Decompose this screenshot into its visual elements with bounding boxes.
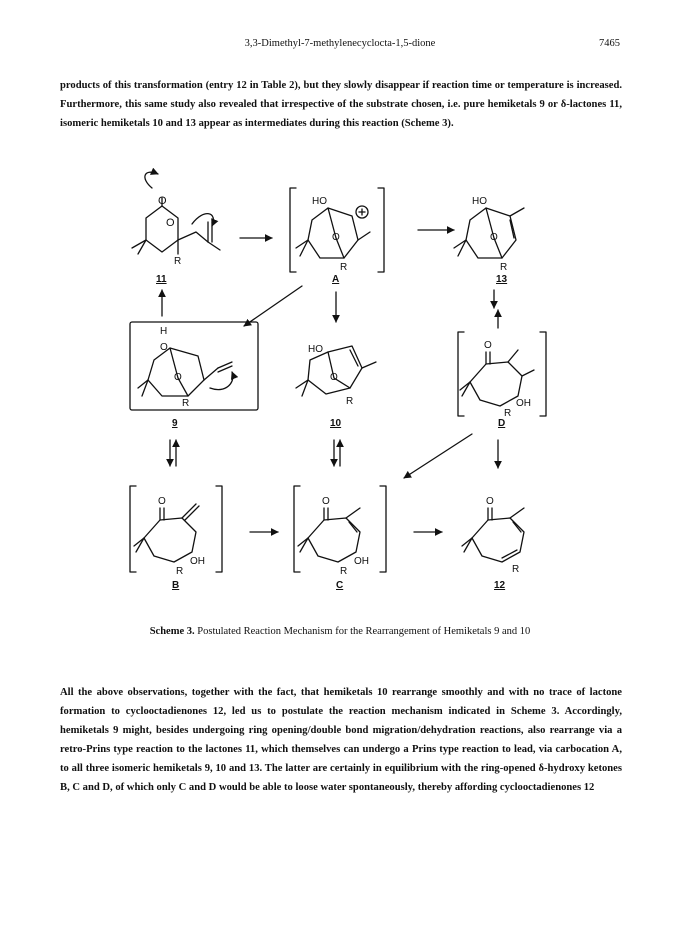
running-title: 3,3-Dimethyl-7-methylenecyclocta-1,5-dione — [244, 38, 436, 49]
atom-r-a: R — [340, 262, 348, 273]
label-12: 12 — [494, 580, 506, 591]
atom-ring-o-9: O — [174, 372, 182, 383]
atom-r-c: R — [340, 566, 348, 577]
atom-r-9: R — [182, 398, 190, 409]
atom-o-b: O — [158, 496, 166, 507]
compound-12-structure — [462, 508, 524, 562]
paragraph-1: products of this transformation (entry 12 in Table 2), but they slowly disappear if reaction time or temperature is increased. Furthermore, this same study also revealed that irrespective of the substrate chosen, i.e. pure hemiketals 9 or δ-lactones 11, isomeric hemiketals 10 and 13 appear as intermediates during this reaction (Scheme 3). — [60, 80, 622, 129]
atom-o-9: O — [160, 342, 168, 353]
atom-h-9: H — [160, 326, 168, 337]
atom-r-b: R — [176, 566, 184, 577]
reaction-scheme — [100, 168, 570, 608]
label-11: 11 — [156, 274, 167, 285]
atom-o-12: O — [486, 496, 494, 507]
atom-r-d: R — [504, 408, 512, 419]
scheme-caption — [0, 626, 680, 637]
label-d: D — [498, 418, 506, 429]
intermediate-a-structure — [290, 188, 384, 272]
atom-ring-o-11: O — [166, 217, 175, 229]
intermediate-c-structure — [294, 486, 386, 572]
page-header — [0, 38, 680, 54]
atom-oh-d: OH — [516, 398, 531, 409]
compound-11-structure — [132, 172, 220, 254]
atom-ho-a: HO — [312, 196, 327, 207]
atom-oh-b: OH — [190, 556, 205, 567]
atom-r-13: R — [500, 262, 508, 273]
compound-9-structure — [138, 348, 233, 396]
atom-o-11: O — [158, 195, 167, 207]
caption-text: Postulated Reaction Mechanism for the Rearrangement of Hemiketals 9 and 10 — [197, 626, 531, 637]
atom-o-a: O — [332, 232, 340, 243]
atom-o-10: O — [330, 372, 338, 383]
label-9: 9 — [172, 418, 178, 429]
label-13: 13 — [496, 274, 508, 285]
atom-ho-10: HO — [308, 344, 323, 355]
caption-label: Scheme 3. — [149, 626, 195, 637]
atom-ho-13: HO — [472, 196, 487, 207]
atom-r-11: R — [174, 256, 182, 267]
compound-13-structure — [454, 208, 524, 258]
intermediate-b-structure — [130, 486, 222, 572]
label-c: C — [336, 580, 344, 591]
label-a: A — [332, 274, 340, 285]
label-b: B — [172, 580, 180, 591]
atom-o-d: O — [484, 340, 492, 351]
atom-o-13: O — [490, 232, 498, 243]
compound-9-box — [130, 322, 258, 410]
atom-o-c: O — [322, 496, 330, 507]
page-number: 7465 — [599, 38, 620, 49]
intermediate-d-structure — [458, 332, 546, 416]
atom-r-10: R — [346, 396, 354, 407]
label-10: 10 — [330, 418, 342, 429]
atom-oh-c: OH — [354, 556, 369, 567]
atom-r-12: R — [512, 564, 520, 575]
paragraph-2: All the above observations, together with the fact, that hemiketals 10 rearrange smoothly and with no trace of lactone formation to cyclooctadienones 12, led us to postulate the reaction mechanism indicated in Scheme 3. Accordingly, hemiketals 9 might, besides undergoing ring opening/double bond migration/dehydration reactions, also rearrange via a retro-Prins type reaction to the lactones 11, which themselves can undergo a Prins type reaction to lead, via carbocation A, to all three isomeric hemiketals 9, 10 and 13. The latter are certainly in equilibrium with the ring-opened δ-hydroxy ketones B, C and D, of which only C and D would be able to loose water spontaneously, thereby affording cyclooctadienones 12 — [60, 687, 622, 793]
